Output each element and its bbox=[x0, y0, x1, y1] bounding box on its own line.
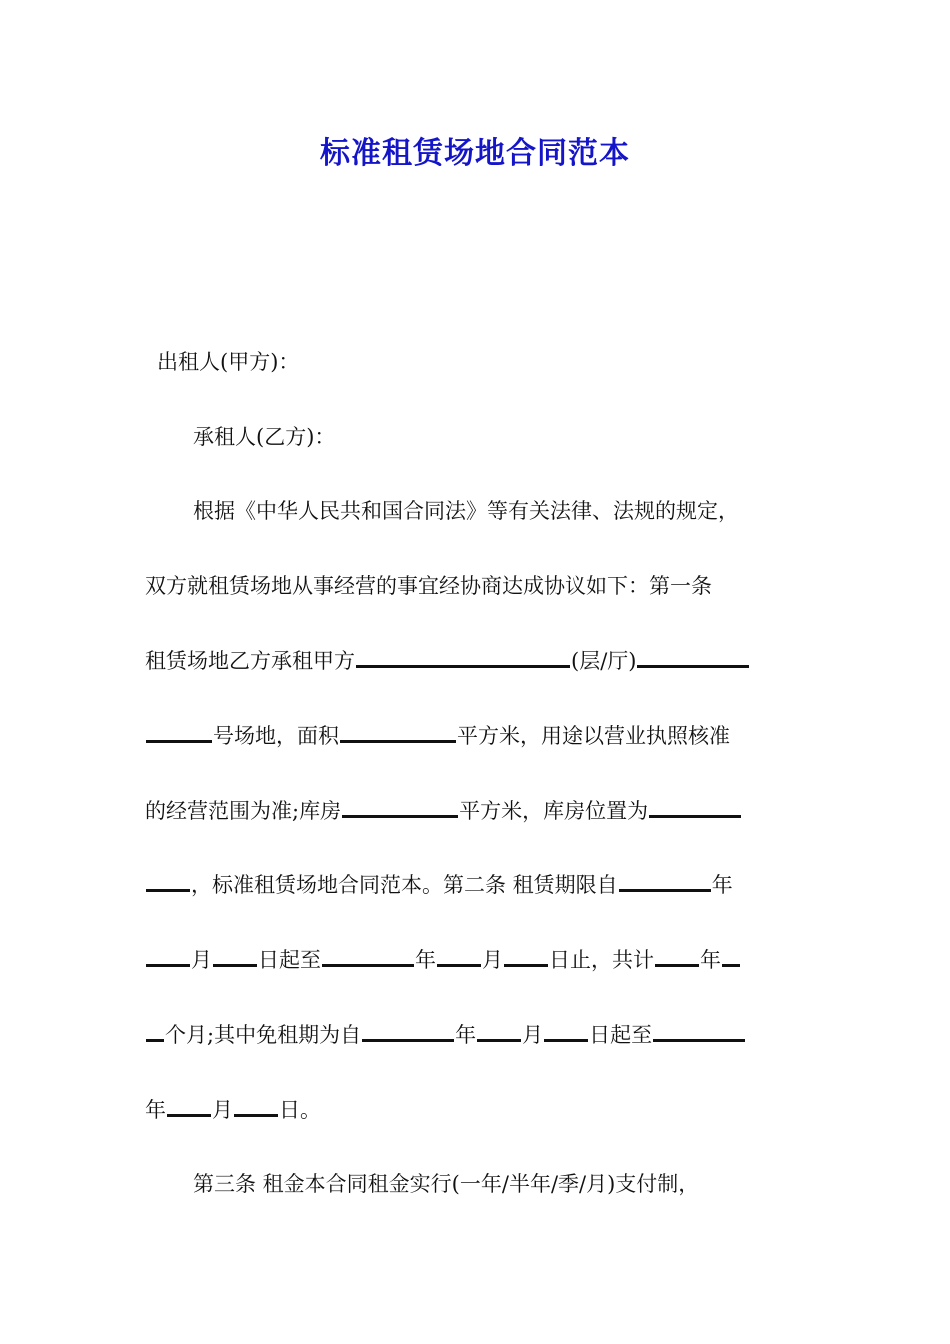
blank-underline bbox=[234, 1096, 278, 1117]
lessee-line bbox=[193, 421, 335, 451]
paragraph-text: ，标准租赁场地合同范本。第二条 租赁期限自 bbox=[191, 873, 618, 897]
paragraph-line bbox=[145, 869, 733, 899]
blank-underline bbox=[544, 1021, 588, 1042]
paragraph-text: 第三条 租金本合同租金实行(一年/半年/季/月)支付制， bbox=[193, 1172, 700, 1196]
paragraph-text: 日。 bbox=[279, 1098, 321, 1122]
paragraph-text: 根据《中华人民共和国合同法》等有关法律、法规的规定， bbox=[193, 499, 739, 523]
paragraph-line bbox=[145, 1094, 321, 1124]
paragraph-line bbox=[145, 720, 730, 750]
blank-underline bbox=[504, 946, 548, 967]
paragraph-text: 年 bbox=[711, 873, 733, 897]
blank-underline bbox=[619, 871, 711, 892]
blank-underline bbox=[437, 946, 481, 967]
document-title: 标准租赁场地合同范本 bbox=[320, 136, 630, 171]
paragraph-text: 个月;其中免租期为自 bbox=[165, 1023, 362, 1047]
blank-underline bbox=[653, 1021, 745, 1042]
paragraph-text: 双方就租赁场地从事经营的事宜经协商达成协议如下：第一条 bbox=[145, 574, 712, 598]
paragraph-text: 年 bbox=[455, 1023, 477, 1047]
blank-underline bbox=[637, 647, 749, 668]
paragraph-text: 平方米，库房位置为 bbox=[459, 799, 649, 823]
paragraph-text: 日起至 bbox=[589, 1023, 653, 1047]
paragraph-text: 的经营范围为准;库房 bbox=[145, 799, 342, 823]
paragraph-line bbox=[145, 570, 712, 600]
paragraph-text: 租赁场地乙方承租甲方 bbox=[145, 649, 355, 673]
lessee-label: 承租人(乙方)： bbox=[193, 425, 336, 449]
paragraph-text: 月 bbox=[482, 948, 503, 972]
blank-underline bbox=[342, 797, 458, 818]
blank-underline bbox=[356, 647, 570, 668]
blank-underline bbox=[146, 871, 190, 892]
blank-underline bbox=[655, 946, 699, 967]
paragraph-line bbox=[145, 1019, 746, 1049]
paragraph-line bbox=[193, 1168, 699, 1198]
blank-underline bbox=[649, 797, 741, 818]
paragraph-text: 月 bbox=[191, 948, 212, 972]
lessor-line bbox=[157, 346, 299, 376]
blank-underline bbox=[362, 1021, 454, 1042]
blank-underline bbox=[167, 1096, 211, 1117]
blank-underline bbox=[146, 1021, 164, 1042]
lessor-label: 出租人(甲方)： bbox=[157, 350, 300, 374]
paragraph-text: 月 bbox=[212, 1098, 233, 1122]
paragraph-text: 年 bbox=[145, 1098, 166, 1122]
blank-underline bbox=[146, 722, 212, 743]
paragraph-line bbox=[145, 944, 741, 974]
blank-underline bbox=[322, 946, 414, 967]
blank-underline bbox=[477, 1021, 521, 1042]
blank-underline bbox=[722, 946, 740, 967]
paragraph-line bbox=[145, 645, 750, 675]
blank-underline bbox=[340, 722, 456, 743]
paragraph-text: (层/厅) bbox=[571, 649, 637, 673]
paragraph-text: 年 bbox=[700, 948, 721, 972]
paragraph-line bbox=[193, 495, 739, 525]
paragraph-text: 日止，共计 bbox=[549, 948, 654, 972]
paragraph-text: 年 bbox=[415, 948, 436, 972]
blank-underline bbox=[213, 946, 257, 967]
paragraph-line bbox=[145, 795, 742, 825]
paragraph-text: 平方米，用途以营业执照核准 bbox=[457, 724, 730, 748]
paragraph-text: 号场地，面积 bbox=[213, 724, 339, 748]
blank-underline bbox=[146, 946, 190, 967]
paragraph-text: 日起至 bbox=[258, 948, 321, 972]
paragraph-text: 月 bbox=[522, 1023, 544, 1047]
